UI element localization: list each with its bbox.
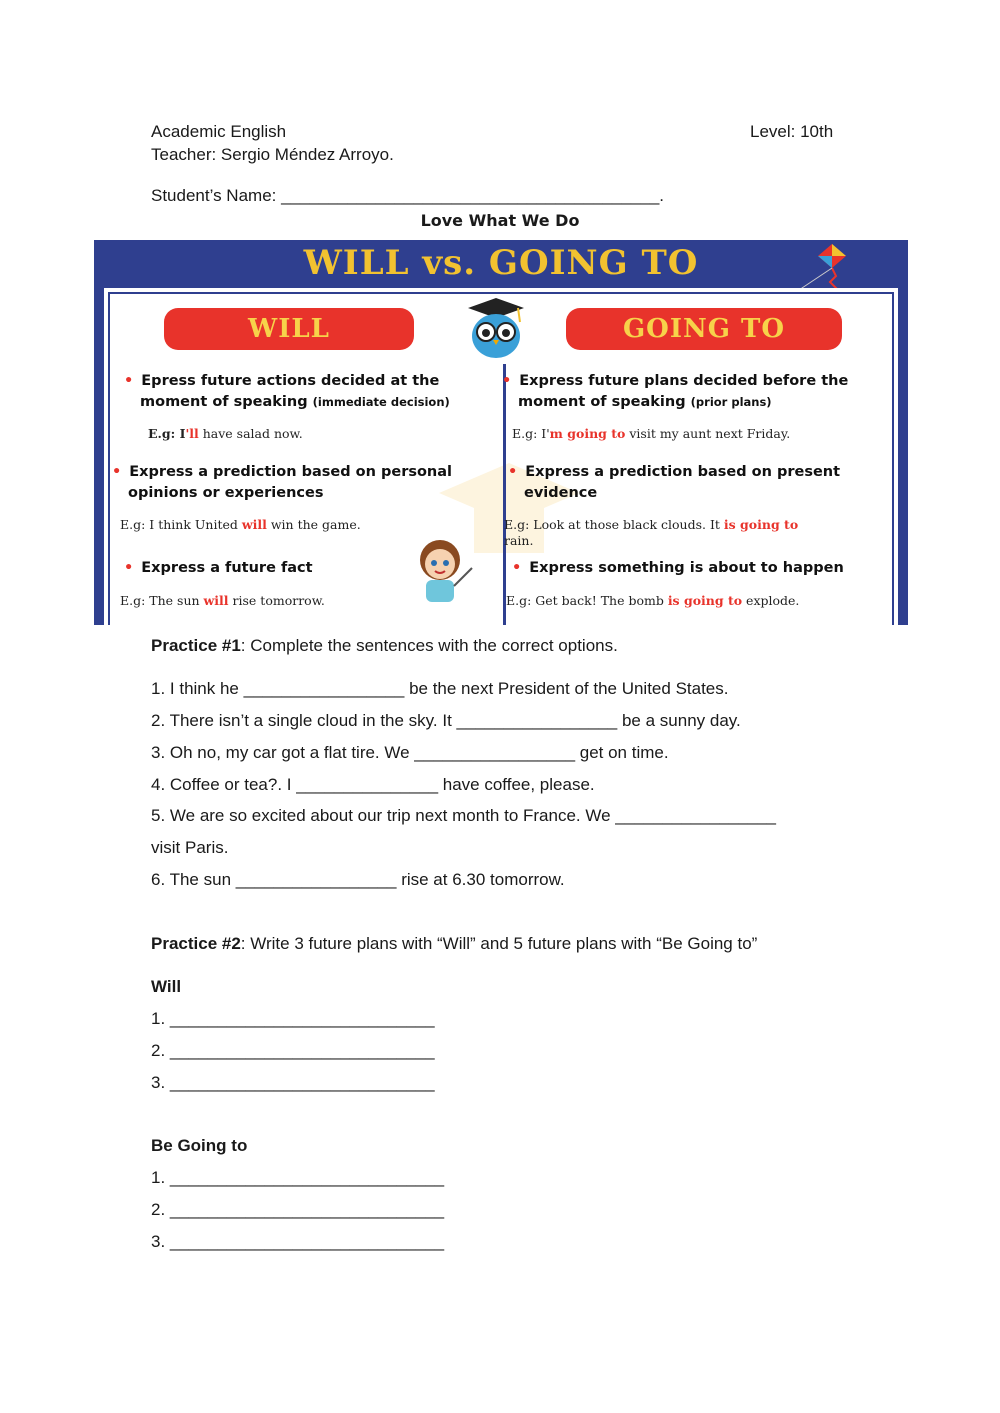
going-rule-3: • Express something is about to happen [512, 560, 844, 576]
going-answer-line[interactable]: 2. _____________________________ [151, 1200, 445, 1219]
practice-1-item[interactable]: 1. I think he _________________ be the next President of the United States. [151, 679, 729, 698]
will-answer-line[interactable]: 2. ____________________________ [151, 1041, 435, 1060]
course-name: Academic English [151, 122, 287, 141]
will-rule-2: • Express a prediction based on personal opinions or experiences [112, 464, 453, 501]
practice-1-heading: Practice #1 [151, 636, 241, 655]
going-rule-1: • Express future plans decided before the moment of speaking (prior plans) [502, 373, 849, 410]
will-heading: WILL [164, 308, 414, 350]
student-name-field[interactable]: Student’s Name: ________________________________________. [151, 186, 664, 205]
going-answer-line[interactable]: 3. _____________________________ [151, 1232, 445, 1251]
will-rule-3: • Express a future fact [124, 560, 313, 576]
going-example-2: E.g: Look at those black clouds. It is going to rain. [504, 517, 799, 548]
poster-title: WILL vs. GOING TO [303, 243, 699, 283]
going-to-heading: GOING TO [566, 308, 842, 350]
going-rule-2: • Express a prediction based on present evidence [508, 464, 841, 501]
level-label: Level: 10th [750, 122, 834, 141]
will-example-1: E.g: I'll have salad now. [148, 426, 303, 441]
going-example-1: E.g: I'm going to visit my aunt next Friday. [512, 426, 791, 441]
will-example-3: E.g: The sun will rise tomorrow. [120, 593, 325, 608]
practice-2-instruction: Practice #2: Write 3 future plans with “Will” and 5 future plans with “Be Going to” [151, 934, 758, 953]
will-answer-line[interactable]: 3. ____________________________ [151, 1073, 435, 1092]
poster-content [104, 288, 898, 625]
will-rule-1: • Epress future actions decided at the moment of speaking (immediate decision) [124, 373, 450, 410]
practice-1-item[interactable]: 4. Coffee or tea?. I _______________ have coffee, please. [151, 775, 595, 794]
practice-1-item[interactable]: 3. Oh no, my car got a flat tire. We _________________ get on time. [151, 743, 669, 762]
practice-1-item[interactable]: 6. The sun _________________ rise at 6.30 tomorrow. [151, 870, 565, 889]
going-section-heading: Be Going to [151, 1136, 248, 1155]
going-answer-line[interactable]: 1. _____________________________ [151, 1168, 445, 1187]
owl-icon [460, 296, 532, 360]
teacher-name: Teacher: Sergio Méndez Arroyo. [151, 145, 394, 164]
practice-1-instruction: Practice #1: Complete the sentences with the correct options. [151, 636, 618, 655]
will-section-heading: Will [151, 977, 182, 996]
practice-1-item[interactable]: 5. We are so excited about our trip next month to France. We _________________ [151, 806, 776, 825]
worksheet-subtitle: Love What We Do [420, 211, 580, 230]
practice-1-item-continuation: visit Paris. [151, 838, 229, 857]
will-vs-going-to-poster [94, 240, 908, 625]
going-example-3: E.g: Get back! The bomb is going to explode. [506, 593, 800, 608]
teacher-icon [410, 534, 476, 604]
practice-1-item[interactable]: 2. There isn’t a single cloud in the sky. It _________________ be a sunny day. [151, 711, 741, 730]
will-answer-line[interactable]: 1. ____________________________ [151, 1009, 435, 1028]
practice-2-heading: Practice #2 [151, 934, 241, 953]
will-example-2: E.g: I think United will win the game. [120, 517, 361, 532]
kite-icon [794, 242, 864, 294]
